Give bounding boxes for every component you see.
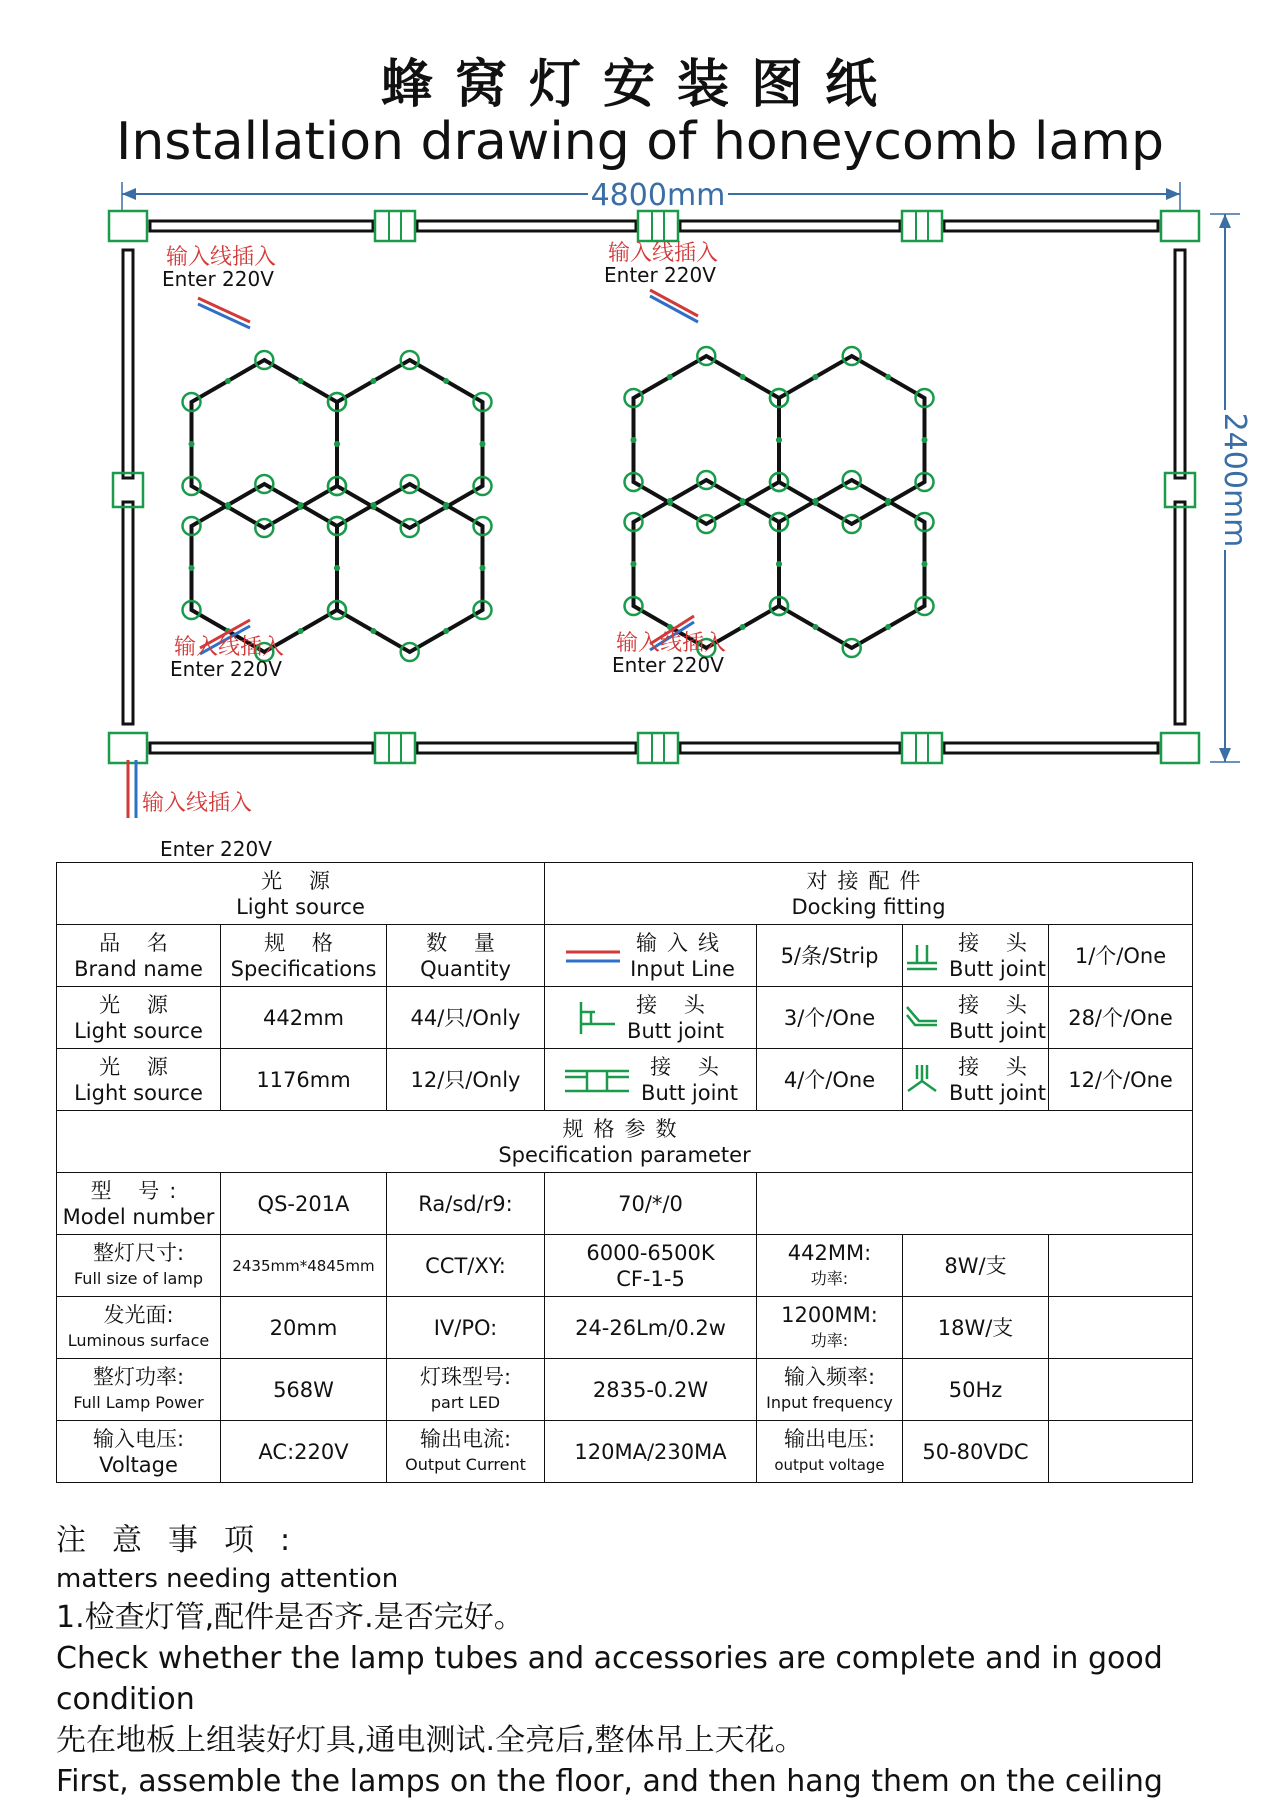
light-source-1176: 光 源 Light source [57,1049,221,1111]
arrow-up-icon [1219,214,1231,228]
fitting-corner-joint: 接 头 Butt joint [545,987,757,1049]
iv-label: IV/PO: [387,1297,545,1359]
light-tube [1175,250,1185,478]
input-wire-red [198,298,250,322]
hexagon-joint-mark [631,437,637,443]
power-1200-label: 1200MM: 功率: [757,1297,903,1359]
cct-label: CCT/XY: [387,1235,545,1297]
current-label: 输出电流: Output Current [387,1421,545,1483]
luminous-label: 发光面: Luminous surface [57,1297,221,1359]
hexagon-joint-mark [298,378,304,384]
light-tube [123,250,133,478]
hexagon-tube [192,484,338,652]
butt-joint [902,211,942,241]
size-value: 2435mm*4845mm [221,1235,387,1297]
hexagon-joint-mark [740,624,746,630]
hexagon-tube [634,480,780,648]
power-442-value: 8W/支 [903,1235,1049,1297]
note-item: Check whether the lamp tubes and accessories are complete and in good condition [56,1641,1163,1717]
hexagon-joint-mark [189,565,195,571]
fitting-input-line-qty: 5/条/Strip [757,925,903,987]
input-label-en: Enter 220V [170,657,282,681]
fitting-straight-joint: 接 头 Butt joint [545,1049,757,1111]
light-tube [150,743,373,753]
hexagon-joint-mark [225,502,231,508]
hexagon-joint-mark [740,374,746,380]
input-label-en: Enter 220V [160,837,272,861]
output-voltage-value: 50-80VDC [903,1421,1049,1483]
input-label-cn: 输入线插入 [616,631,727,656]
hexagon-tube [779,480,925,648]
hexagon-joint-mark [443,628,449,634]
spec-442: 442mm [221,987,387,1049]
hexagon-joint-mark [922,437,928,443]
arrow-down-icon [1219,748,1231,762]
voltage-value: AC:220V [221,1421,387,1483]
straight-joint-icon [563,1065,631,1095]
hexagon-joint-mark [922,561,928,567]
title-chinese: 蜂窝灯安装图纸 [380,55,899,115]
hexagon-joint-mark [189,441,195,447]
brand-name-header: 品 名 Brand name [57,925,221,987]
hexagon-joint-mark [740,498,746,504]
spec-1176: 1176mm [221,1049,387,1111]
light-source-header: 光 源 Light source [57,863,545,925]
empty-cell [757,1173,1193,1235]
input-wire-blue [198,304,250,328]
fitting-straight-joint-qty: 4/个/One [757,1049,903,1111]
led-label: 灯珠型号: part LED [387,1359,545,1421]
title-english: Installation drawing of honeycomb lamp [116,112,1164,172]
fitting-t-joint: 接 头 Butt joint [903,925,1049,987]
input-label-cn: 输入线插入 [166,245,277,270]
docking-fitting-header: 对接配件 Docking fitting [545,863,1193,925]
fitting-angle-joint: 接 头 Butt joint [903,987,1049,1049]
hexagon-joint-mark [370,502,376,508]
notes-section [56,1520,1256,1802]
qty-1176: 12/只/Only [387,1049,545,1111]
hexagon-joint-mark [334,441,340,447]
hexagon-tube [634,356,780,524]
frequency-label: 输入频率: Input frequency [757,1359,903,1421]
light-tube [680,221,900,231]
input-label-cn: 输入线插入 [608,241,719,266]
arrow-left-icon [122,188,136,200]
hexagon-joint-mark [334,565,340,571]
hexagon-tube [192,360,338,528]
light-tube [123,502,133,724]
notes-heading: 注意事项: [56,1523,317,1558]
full-power-label: 整灯功率: Full Lamp Power [57,1359,221,1421]
light-tube [944,221,1158,231]
hexagon-tube [337,484,483,652]
fitting-y-joint: 接 头 Butt joint [903,1049,1049,1111]
output-voltage-label: 输出电压: output voltage [757,1421,903,1483]
input-label-cn: 输入线插入 [174,635,285,660]
butt-joint [375,733,415,763]
hexagon-joint-mark [885,624,891,630]
butt-joint [638,211,678,241]
angle-joint-icon [905,1003,939,1033]
y-joint-icon [905,1063,939,1097]
notes-heading-en: matters needing attention [56,1564,399,1594]
input-label-en: Enter 220V [162,267,274,291]
size-label: 整灯尺寸: Full size of lamp [57,1235,221,1297]
model-label: 型 号: Model number [57,1173,221,1235]
input-wire-blue [650,296,698,322]
note-item: 先在地板上组装好灯具,通电测试.全亮后,整体吊上天花。 [56,1723,805,1758]
hexagon-joint-mark [298,502,304,508]
butt-joint [375,211,415,241]
input-label-en: Enter 220V [612,653,724,677]
butt-joint [1161,211,1199,241]
hexagon-joint-mark [443,378,449,384]
light-source-442: 光 源 Light source [57,987,221,1049]
fitting-t-joint-qty: 1/个/One [1049,925,1193,987]
hexagon-joint-mark [480,441,486,447]
qty-442: 44/只/Only [387,987,545,1049]
empty-cell [1049,1235,1193,1297]
quantity-header: 数 量 Quantity [387,925,545,987]
specifications-header: 规 格 Specifications [221,925,387,987]
arrow-right-icon [1166,188,1180,200]
butt-joint [1161,733,1199,763]
input-line-icon [566,946,620,966]
full-power-value: 568W [221,1359,387,1421]
fitting-input-line: 输入线 Input Line [545,925,757,987]
spec-parameter-header: 规格参数 Specification parameter [57,1111,1193,1173]
fitting-angle-joint-qty: 28/个/One [1049,987,1193,1049]
hexagon-joint-mark [631,561,637,567]
hexagon-tube [337,360,483,528]
empty-cell [1049,1359,1193,1421]
light-tube [417,743,636,753]
hexagon-joint-mark [443,502,449,508]
luminous-value: 20mm [221,1297,387,1359]
butt-joint [109,211,147,241]
corner-joint-icon [577,998,617,1038]
light-tube [944,743,1158,753]
light-tube [1175,502,1185,724]
light-tube [680,743,900,753]
input-wire-red [650,290,698,316]
butt-joint [638,733,678,763]
empty-cell [1049,1297,1193,1359]
light-tube [417,221,636,231]
input-label-en: Enter 220V [604,263,716,287]
hexagon-joint-mark [812,624,818,630]
hexagon-joint-mark [667,374,673,380]
hexagon-tube [779,356,925,524]
voltage-label: 输入电压: Voltage [57,1421,221,1483]
current-value: 120MA/230MA [545,1421,757,1483]
light-tube [150,221,373,231]
hexagon-joint-mark [370,628,376,634]
butt-joint [902,733,942,763]
hexagon-joint-mark [667,498,673,504]
hexagon-joint-mark [225,378,231,384]
ra-value: 70/*/0 [545,1173,757,1235]
iv-value: 24-26Lm/0.2w [545,1297,757,1359]
butt-joint [109,733,147,763]
hexagon-joint-mark [812,374,818,380]
led-value: 2835-0.2W [545,1359,757,1421]
cct-value: 6000-6500K CF-1-5 [545,1235,757,1297]
fitting-corner-joint-qty: 3/个/One [757,987,903,1049]
power-1200-value: 18W/支 [903,1297,1049,1359]
empty-cell [1049,1421,1193,1483]
hexagon-joint-mark [885,498,891,504]
hexagon-joint-mark [776,437,782,443]
hexagon-joint-mark [298,628,304,634]
t-joint-icon [905,941,939,971]
model-value: QS-201A [221,1173,387,1235]
ra-label: Ra/sd/r9: [387,1173,545,1235]
hexagon-joint-mark [885,374,891,380]
height-dimension-label: 2400mm [1217,412,1252,548]
hexagon-joint-mark [480,565,486,571]
frequency-value: 50Hz [903,1359,1049,1421]
note-item: First, assemble the lamps on the floor, and then hang them on the ceiling [56,1764,1163,1799]
power-442-label: 442MM: 功率: [757,1235,903,1297]
note-item: 1.检查灯管,配件是否齐.是否完好。 [56,1600,524,1635]
hexagon-joint-mark [812,498,818,504]
hexagon-joint-mark [370,378,376,384]
installation-diagram [0,170,1280,862]
hexagon-joint-mark [776,561,782,567]
fitting-y-joint-qty: 12/个/One [1049,1049,1193,1111]
width-dimension-label: 4800mm [590,178,726,213]
spec-table [56,862,1193,1483]
input-label-cn: 输入线插入 [142,791,253,816]
